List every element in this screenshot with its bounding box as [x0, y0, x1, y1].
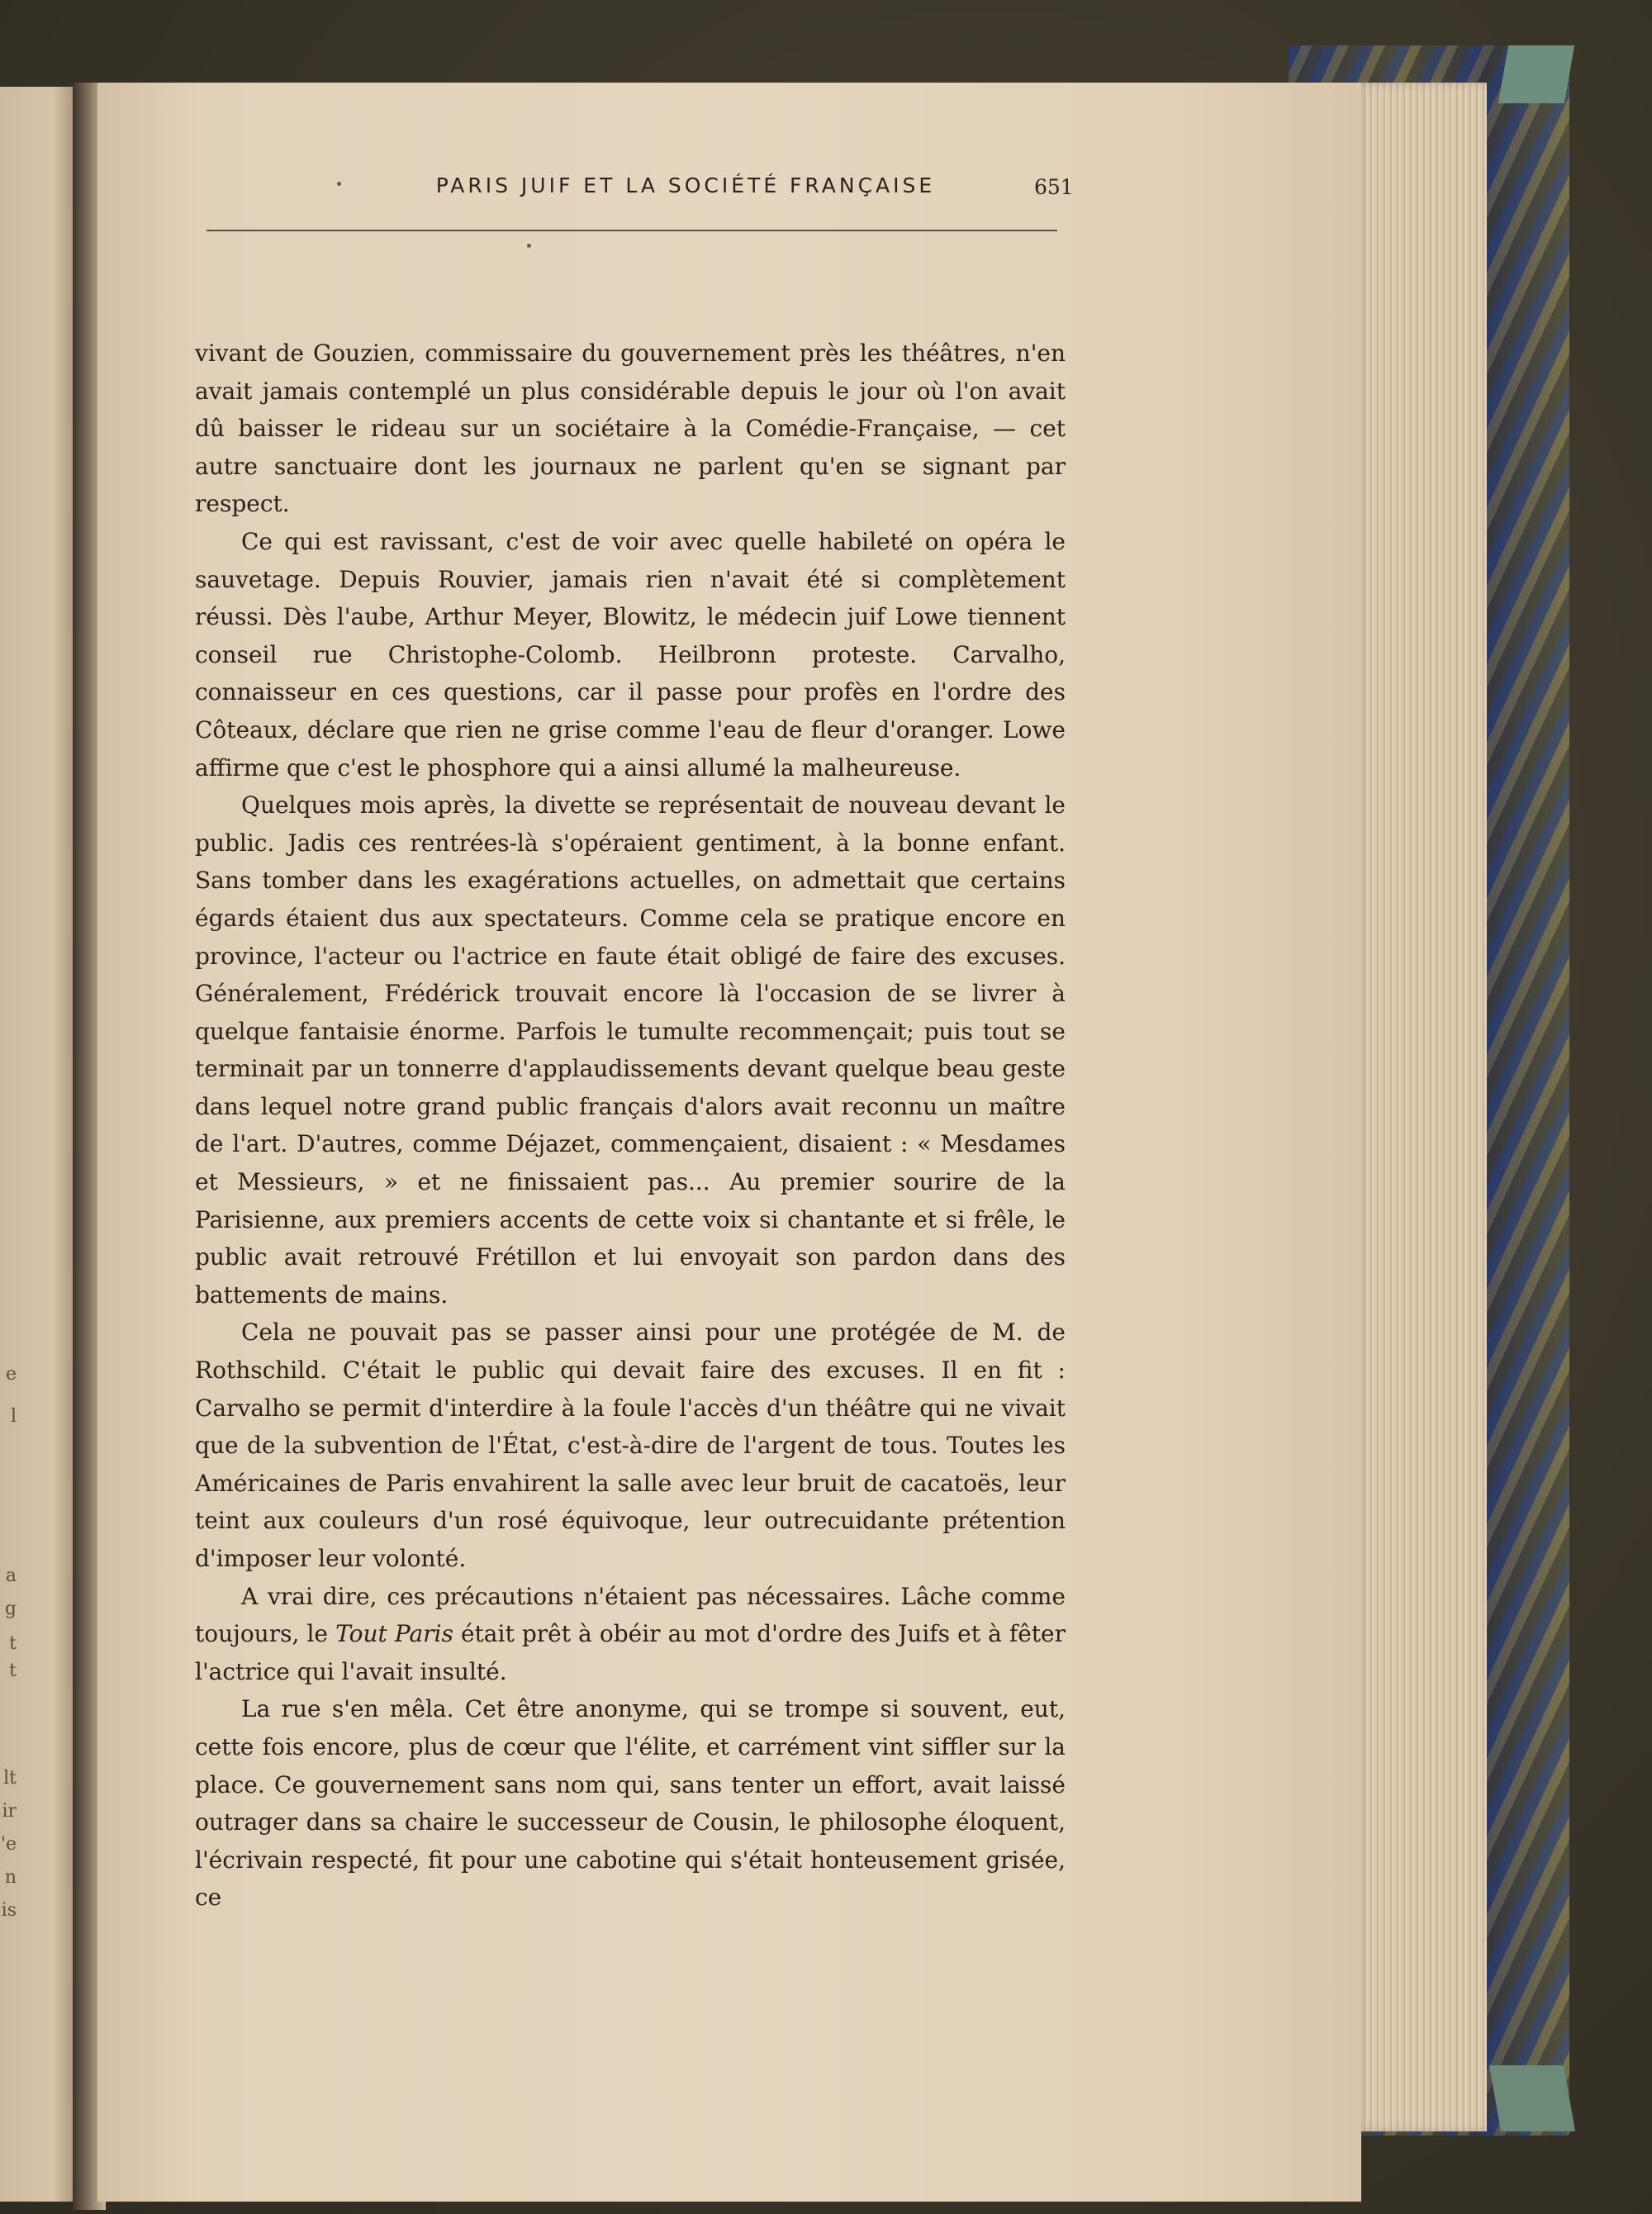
left-page-fragment: g — [4, 1599, 17, 1619]
left-page-fragment: e — [5, 1364, 17, 1385]
page-block-edges — [1355, 83, 1487, 2131]
left-page-fragment: l — [10, 1406, 17, 1427]
paragraph: Cela ne pouvait pas se passer ainsi pour une protégée de M. de Rothschild. C'était le public qui devait faire des excuses. Il en fit : Carvalho se permit d'interdire à la foule l'accès d'un théâtre qui ne vivait que de la subvention de l'État, c'est-à-dire de l'argent de tous. Toutes les Américaines de Paris envahirent la salle avec leur bruit de cacatoës, leur teint aux couleurs d'un rosé équivoque, leur outrecuidante prétention d'imposer leur volonté. — [195, 1318, 1066, 1572]
left-page-fragment: n — [4, 1867, 17, 1888]
header-rule — [206, 230, 1057, 231]
paragraph — [195, 1578, 1066, 1691]
page-number: 651 — [1034, 175, 1074, 199]
previous-page-edge — [0, 87, 76, 2202]
left-page-fragment: 'e — [0, 1834, 17, 1855]
left-page-fragment: t — [9, 1633, 17, 1654]
paragraph-text: était prêt à obéir au mot d'ordre des Juifs et à fêter l'actrice qui l'avait insulté. — [195, 1620, 1066, 1685]
left-page-fragment: a — [5, 1565, 17, 1586]
running-head: PARIS JUIF ET LA SOCIÉTÉ FRANÇAISE — [435, 173, 936, 197]
paragraph: La rue s'en mêla. Cet être anonyme, qui se trompe si souvent, eut, cette fois encore, plus de cœur que l'élite, et carrément vint siffler sur la place. Ce gouvernement sans nom qui, sans tenter un effort, avait laissé outrager dans sa chaire le successeur de Cousin, le philosophe éloquent, l'écrivain respecté, fit pour une cabotine qui s'était honteusement grisée, ce — [195, 1695, 1066, 1912]
paper-speck — [527, 244, 531, 248]
body-text — [195, 335, 1066, 1917]
paragraph-text: A vrai dire, ces précautions n'étaient pas nécessaires. Lâche comme toujours, le — [195, 1582, 1066, 1648]
cover-corner-top — [1498, 45, 1574, 103]
cover-corner-bottom — [1489, 2065, 1575, 2131]
paragraph: Quelques mois après, la divette se représentait de nouveau devant le public. Jadis ces rentrées-là s'opéraient gentiment, à la bonne enfant. Sans tomber dans les exagérations actuelles, on admettait que certains égards étaient dus aux spectateurs. Comme cela se pratique encore en province, l'acteur ou l'actrice en faute était obligé de faire des excuses. Généralement, Frédérick trouvait encore là l'occasion de se livrer à quelque fantaisie énorme. Parfois le tumulte recommençait; puis tout se terminait par un tonnerre d'applaudissements devant quelque beau geste dans lequel notre grand public français d'alors avait reconnu un maître de l'art. D'autres, comme Déjazet, commençaient, disaient : « Mesdames et Messieurs, » et ne finissaient pas... Au premier sourire de la Parisienne, aux premiers accents de cette voix si chantante et si frêle, le public avait retrouvé Frétillon et lui envoyait son pardon dans des battements de mains. — [195, 791, 1066, 1309]
italic-title: Tout Paris — [335, 1620, 453, 1648]
paragraph: Ce qui est ravissant, c'est de voir avec quelle habileté on opéra le sauvetage. Depuis Rouvier, jamais rien n'avait été si complètement réussi. Dès l'aube, Arthur Meyer, Blowitz, le médecin juif Lowe tiennent conseil rue Christophe-Colomb. Heilbronn proteste. Carvalho, connaisseur en ces questions, car il passe pour profès en l'ordre des Côteaux, déclare que rien ne grise comme l'eau de fleur d'oranger. Lowe affirme que c'est le phosphore qui a ainsi allumé la malheureuse. — [195, 527, 1066, 782]
left-page-fragment: ir — [2, 1801, 17, 1822]
left-page-fragment: lt — [3, 1768, 17, 1789]
paragraph: vivant de Gouzien, commissaire du gouvernement près les théâtres, n'en avait jamais contemplé un plus considérable depuis le jour où l'on avait dû baisser le rideau sur un sociétaire à la Comédie-Française, — cet autre sanctuaire dont les journaux ne parlent qu'en se signant par respect. — [195, 340, 1066, 518]
left-page-fragment: t — [9, 1660, 17, 1681]
left-page-fragment: is — [1, 1900, 17, 1921]
